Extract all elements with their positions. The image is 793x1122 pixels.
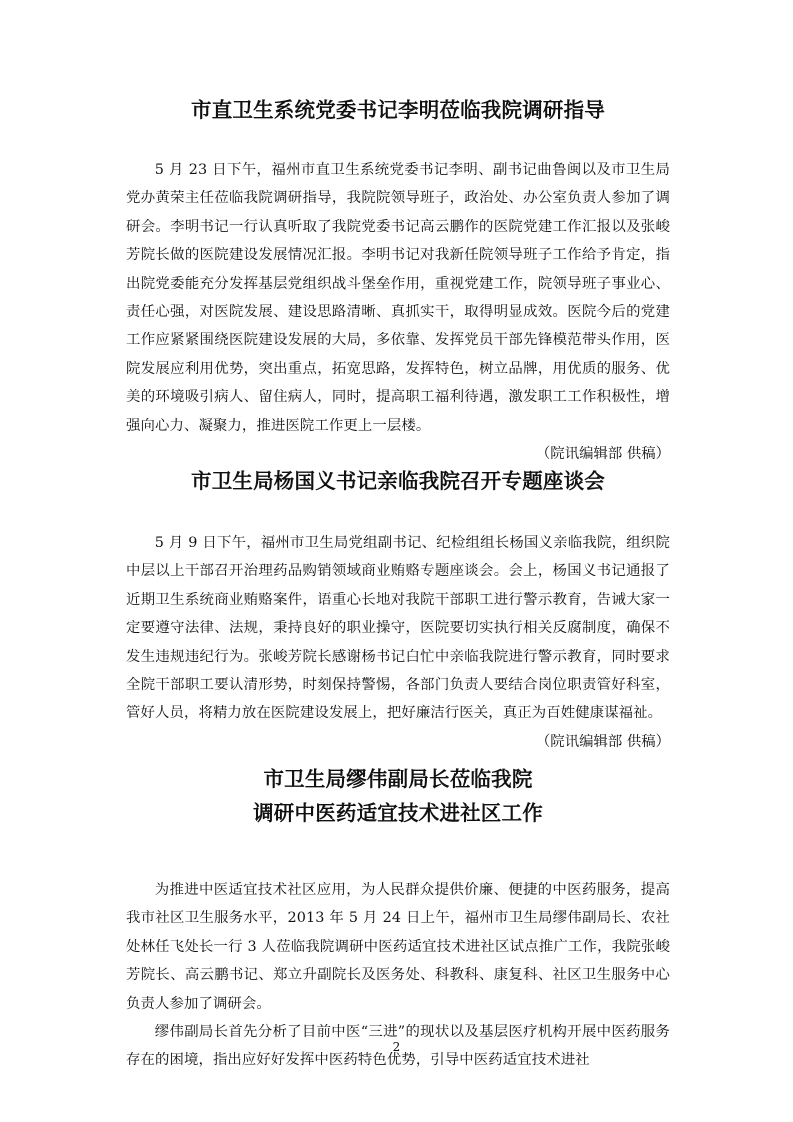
article-title — [126, 764, 670, 828]
article-title: 市卫生局杨国义书记亲临我院召开专题座谈会 — [191, 469, 605, 493]
article-title: 市直卫生系统党委书记李明莅临我院调研指导 — [191, 98, 605, 122]
article-paragraph: 缪伟副局长首先分析了目前中医“三进”的现状以及基层医疗机构开展中医药服务存在的困境，指出应好好发挥中医药特色优势，引导中医药适宜技术进社 — [126, 1024, 670, 1069]
article-party-secretary-visit — [126, 95, 670, 468]
article-symposium — [126, 466, 670, 756]
article-credit: （院讯编辑部 供稿） — [535, 733, 670, 750]
article-tcm-community — [126, 764, 670, 1075]
article-title-line-2: 调研中医药适宜技术进社区工作 — [253, 801, 543, 825]
article-credit: （院讯编辑部 供稿） — [535, 446, 670, 463]
article-title-line-1: 市卫生局缪伟副局长莅临我院 — [263, 767, 533, 791]
page-number: 2 — [392, 1040, 401, 1054]
article-paragraph: 5 月 9 日下午，福州市卫生局党组副书记、纪检组组长杨国义亲临我院，组织院中层以上干部召开治理药品购销领域商业贿赂专题座谈会。会上，杨国义书记通报了近期卫生系统商业贿赂案件，语重心长地对我院干部职工进行警示教育，告诫大家一定要遵守法律、法规，秉持良好的职业操守，医院要切实执行相关反腐制度，确保不发生违规违纪行为。张峻芳院长感谢杨书记白忙中亲临我院进行警示教育，同时要求全院干部职工要认清形势，时刻保持警惕，各部门负责人要结合岗位职责管好科室，管好人员，将精力放在医院建设发展上，把好廉洁行医关，真正为百姓健康谋福祉。 — [126, 535, 670, 722]
article-paragraph: 为推进中医适宜技术社区应用，为人民群众提供价廉、便捷的中医药服务，提高我市社区卫生服务水平，2013 年 5 月 24 日上午，福州市卫生局缪伟副局长、农社处林任飞处长一行 3 人莅临我院调研中医药适宜技术进社区试点推广工作，我院张峻芳院长、高云鹏书记、郑立升副院长及医务处、科教科、康复科、社区卫生服务中心负责人参加了调研会。 — [126, 882, 670, 1012]
article-paragraph: 5 月 23 日下午，福州市直卫生系统党委书记李明、副书记曲鲁闽以及市卫生局党办黄荣主任莅临我院调研指导，我院院领导班子，政治处、办公室负责人参加了调研会。李明书记一行认真听取了我院党委书记高云鹏作的医院党建工作汇报以及张峻芳院长做的医院建设发展情况汇报。李明书记对我新任院领导班子工作给予肯定，指出院党委能充分发挥基层党组织战斗堡垒作用，重视党建工作，院领导班子事业心、责任心强，对医院发展、建设思路清晰、真抓实干，取得明显成效。医院今后的党建工作应紧紧围绕医院建设发展的大局，多依靠、发挥党员干部先锋模范带头作用，医院发展应利用优势，突出重点，拓宽思路，发挥特色，树立品牌，用优质的服务、优美的环境吸引病人、留住病人，同时，提高职工福利待遇，激发职工工作积极性，增强向心力、凝聚力，推进医院工作更上一层楼。 — [126, 162, 670, 434]
